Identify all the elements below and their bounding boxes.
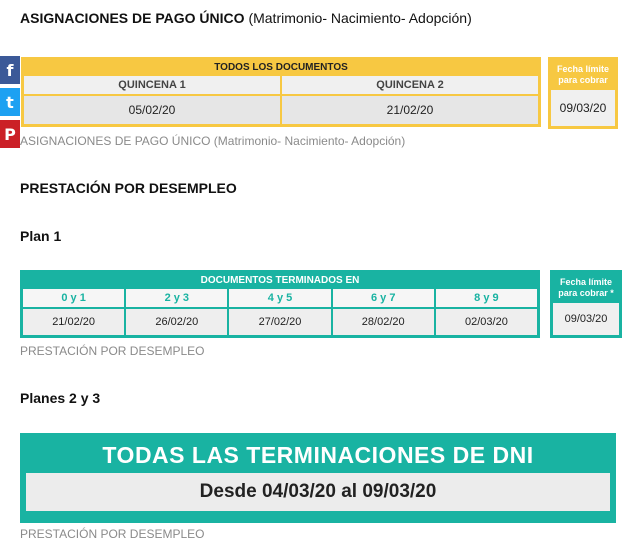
section-title-sub: (Matrimonio- Nacimiento- Adopción) (248, 10, 472, 26)
table-column (282, 76, 538, 124)
column-label: 6 y 7 (333, 289, 434, 309)
plan-2-3-title: Planes 2 y 3 (20, 390, 101, 406)
deadline-label: Fecha límite para cobrar (556, 64, 610, 85)
table-column (126, 289, 227, 335)
table-header: DOCUMENTOS TERMINADOS EN (200, 275, 360, 286)
deadline-box (548, 57, 618, 129)
column-value: 02/03/20 (465, 316, 508, 328)
table-column (229, 289, 330, 335)
table-column (436, 289, 537, 335)
section-title-main: ASIGNACIONES DE PAGO ÚNICO (20, 10, 245, 26)
asignaciones-table (21, 57, 541, 127)
table-column (24, 76, 280, 124)
twitter-icon[interactable]: t (0, 88, 20, 116)
table-header: TODOS LOS DOCUMENTOS (214, 62, 348, 73)
deadline-value: 09/03/20 (553, 303, 619, 335)
column-label: 2 y 3 (126, 289, 227, 309)
table-column (23, 289, 124, 335)
column-value: 28/02/20 (361, 316, 405, 328)
image-caption: ASIGNACIONES DE PAGO ÚNICO (Matrimonio- Nacimiento- Adopción) (20, 134, 406, 148)
plan-1-title: Plan 1 (20, 228, 62, 244)
section-title-prestacion: PRESTACIÓN POR DESEMPLEO (20, 180, 237, 196)
column-value: 26/02/20 (155, 316, 199, 328)
column-label: QUINCENA 2 (282, 76, 538, 96)
deadline-label: Fecha límite para cobrar * (558, 277, 614, 298)
banner-dates: Desde 04/03/20 al 09/03/20 (26, 473, 610, 511)
section-title-asignaciones (20, 10, 472, 26)
deadline-box (550, 270, 622, 338)
banner-title: TODAS LAS TERMINACIONES DE DNI (102, 442, 534, 468)
facebook-icon[interactable]: f (0, 56, 20, 84)
column-label: 0 y 1 (23, 289, 124, 309)
pinterest-icon[interactable]: P (0, 120, 20, 148)
plan-1-table (20, 270, 540, 338)
column-value: 21/02/20 (386, 103, 434, 117)
plan-2-3-banner (20, 433, 616, 523)
column-label: 8 y 9 (436, 289, 537, 309)
column-label: 4 y 5 (229, 289, 330, 309)
social-share-bar (0, 56, 20, 148)
deadline-value: 09/03/20 (551, 90, 615, 126)
table-column (333, 289, 434, 335)
image-caption: PRESTACIÓN POR DESEMPLEO (20, 344, 205, 358)
column-label: QUINCENA 1 (24, 76, 280, 96)
image-caption: PRESTACIÓN POR DESEMPLEO (20, 527, 205, 541)
column-value: 05/02/20 (128, 103, 176, 117)
column-value: 27/02/20 (258, 316, 302, 328)
column-value: 21/02/20 (52, 316, 96, 328)
